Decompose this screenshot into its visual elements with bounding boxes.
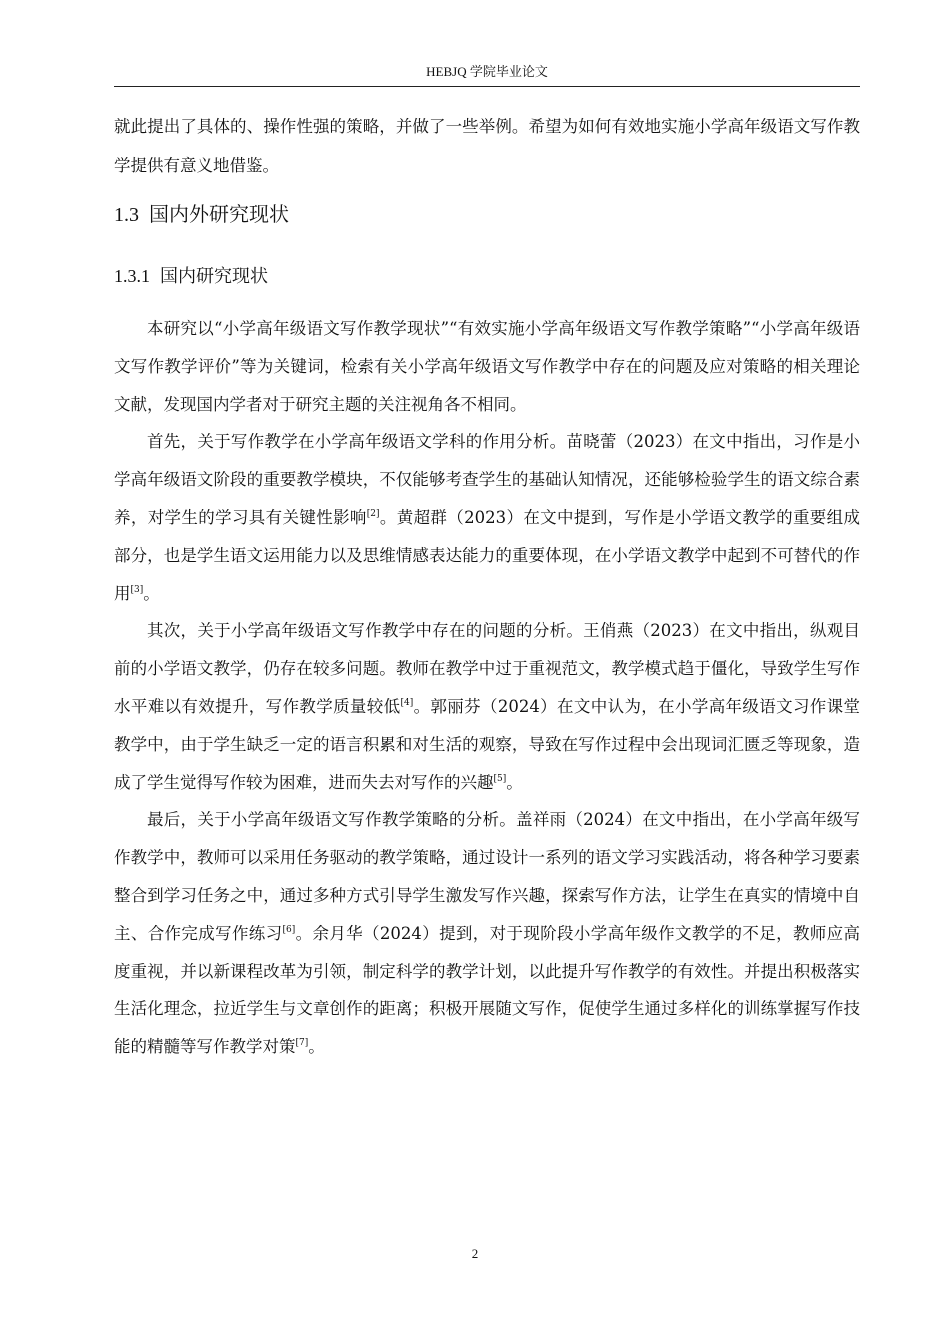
section-title: 国内外研究现状 bbox=[149, 202, 289, 226]
header-rule bbox=[114, 86, 860, 87]
paragraph-3 bbox=[114, 612, 860, 801]
intro-paragraph: 就此提出了具体的、操作性强的策略，并做了一些举例。希望为如何有效地实施小学高年级语文写作教学提供有意义地借鉴。 bbox=[114, 117, 860, 175]
paragraph-text: 。郭丽芬（2024）在文中认为，在小学高年级语文习作课堂教学中，由于学生缺乏一定的语言积累和对生活的观察，导致在写作过程中会出现词汇匮乏等现象，造成了学生觉得写作较为困难，进而失去对写作的兴趣 bbox=[114, 696, 861, 792]
citation-ref[interactable]: [5] bbox=[493, 773, 507, 784]
section-heading bbox=[114, 196, 289, 233]
running-header: HEBJQ 学院毕业论文 bbox=[426, 64, 548, 79]
citation-ref[interactable]: [2] bbox=[366, 508, 380, 519]
paragraph-text: 。 bbox=[143, 583, 160, 603]
paragraph-text: 。黄超群（2023）在文中提到，写作是小学语文教学的重要组成部分，也是学生语文运用能力以及思维情感表达能力的重要体现，在小学语文教学中起到不可替代的作用 bbox=[114, 507, 861, 603]
page-number: 2 bbox=[471, 1246, 479, 1261]
paragraph-1: 本研究以“小学高年级语文写作教学现状”“有效实施小学高年级语文写作教学策略”“小学高年级语文写作教学评价”等为关键词，检索有关小学高年级语文写作教学中存在的问题及应对策略的相关理论文献，发现国内学者对于研究主题的关注视角各不相同。 bbox=[114, 319, 860, 414]
paragraph-4 bbox=[114, 801, 860, 1066]
section-number: 1.3 bbox=[114, 204, 139, 226]
main-body bbox=[114, 310, 860, 1066]
citation-ref[interactable]: [4] bbox=[400, 697, 414, 708]
paragraph-text: 。余月华（2024）提到，对于现阶段小学高年级作文教学的不足，教师应高度重视，并以新课程改革为引领，制定科学的教学计划，以此提升写作教学的有效性。并提出积极落实生活化理念，拉近学生与文章创作的距离；积极开展随文写作，促使学生通过多样化的训练掌握写作技能的精髓等写作教学对策 bbox=[114, 923, 860, 1057]
subsection-number: 1.3.1 bbox=[114, 266, 150, 286]
paragraph-text: 。 bbox=[308, 1037, 325, 1057]
intro-block bbox=[114, 108, 860, 185]
subsection-title: 国内研究现状 bbox=[160, 266, 268, 287]
citation-ref[interactable]: [6] bbox=[282, 924, 296, 935]
paragraph-text: 最后，关于小学高年级语文写作教学策略的分析。盖祥雨（2024）在文中指出，在小学高年级写作教学中，教师可以采用任务驱动的教学策略，通过设计一系列的语文学习实践活动，将各种学习要素整合到学习任务之中，通过多种方式引导学生激发写作兴趣，探索写作方法，让学生在真实的情境中自主、合作完成写作练习 bbox=[114, 810, 860, 943]
paragraph-2 bbox=[114, 423, 860, 612]
paragraph-text: 首先，关于写作教学在小学高年级语文学科的作用分析。苗晓蕾（2023）在文中指出，习作是小学高年级语文阶段的重要教学模块，不仅能够考查学生的基础认知情况，还能够检验学生的语文综合素养，对学生的学习具有关键性影响 bbox=[114, 432, 860, 527]
citation-ref[interactable]: [3] bbox=[130, 584, 144, 595]
citation-ref[interactable]: [7] bbox=[295, 1038, 309, 1049]
paragraph-text: 。 bbox=[506, 772, 523, 792]
paragraph-text: 其次，关于小学高年级语文写作教学中存在的问题的分析。王俏燕（2023）在文中指出，纵观目前的小学语文教学，仍存在较多问题。教师在教学中过于重视范文，教学模式趋于僵化，导致学生写作水平难以有效提升，写作教学质量较低 bbox=[114, 621, 860, 716]
subsection-heading bbox=[114, 258, 268, 295]
